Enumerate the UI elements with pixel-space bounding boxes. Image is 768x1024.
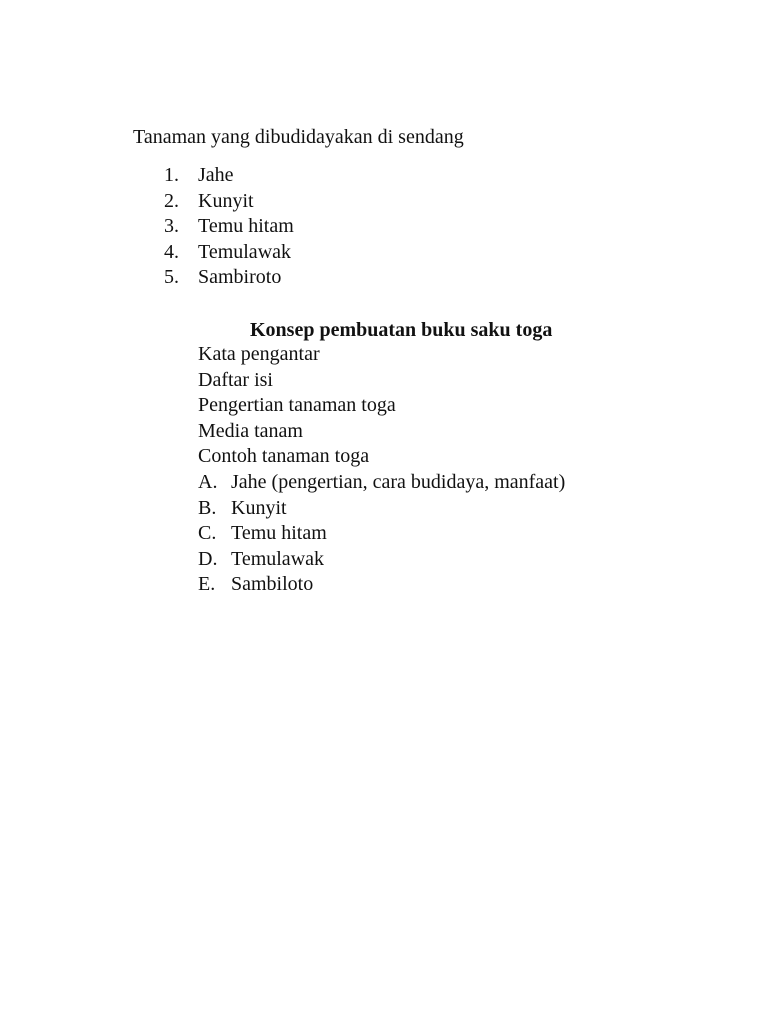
outline-list xyxy=(198,342,396,470)
list-item-text: Jahe (pengertian, cara budidaya, manfaat) xyxy=(231,471,566,493)
outline-item: Media tanam xyxy=(198,419,303,442)
outline-item: Pengertian tanaman toga xyxy=(198,394,396,417)
list-item-text: Jahe xyxy=(198,164,234,186)
list-letter: B. xyxy=(198,496,217,519)
list-number: 2. xyxy=(164,189,179,212)
list-item xyxy=(164,240,294,266)
list-letter: D. xyxy=(198,547,218,570)
list-letter: C. xyxy=(198,522,217,545)
list-number: 3. xyxy=(164,215,179,238)
list-item-text: Kunyit xyxy=(231,496,287,519)
list-item-text: Temulawak xyxy=(198,240,292,263)
outline-item: Contoh tanaman toga xyxy=(198,445,370,468)
list-letter: E. xyxy=(198,573,216,596)
intro-text: Tanaman yang dibudidayakan di sendang xyxy=(133,126,464,148)
outline-item: Daftar isi xyxy=(198,368,273,391)
list-item xyxy=(198,572,565,598)
list-item-text: Sambiroto xyxy=(198,266,282,289)
list-item-text: Temu hitam xyxy=(231,522,327,545)
outline-item: Kata pengantar xyxy=(198,343,320,365)
list-number: 4. xyxy=(164,240,179,263)
list-letter: A. xyxy=(198,471,218,493)
list-item-text: Temu hitam xyxy=(198,215,294,238)
list-item-text: Sambiloto xyxy=(231,573,314,596)
list-item xyxy=(164,214,294,240)
list-item xyxy=(198,547,565,573)
list-number: 1. xyxy=(164,164,179,186)
list-item-text: Temulawak xyxy=(231,547,325,570)
list-item xyxy=(198,496,565,522)
list-item xyxy=(164,189,294,215)
list-item-text: Kunyit xyxy=(198,189,254,212)
numbered-plant-list xyxy=(164,163,294,291)
list-item xyxy=(198,521,565,547)
list-number: 5. xyxy=(164,266,179,289)
lettered-plant-list xyxy=(198,470,565,598)
list-item xyxy=(164,265,294,291)
list-item xyxy=(198,470,565,496)
list-item xyxy=(164,163,294,189)
section-title: Konsep pembuatan buku saku toga xyxy=(250,319,553,341)
